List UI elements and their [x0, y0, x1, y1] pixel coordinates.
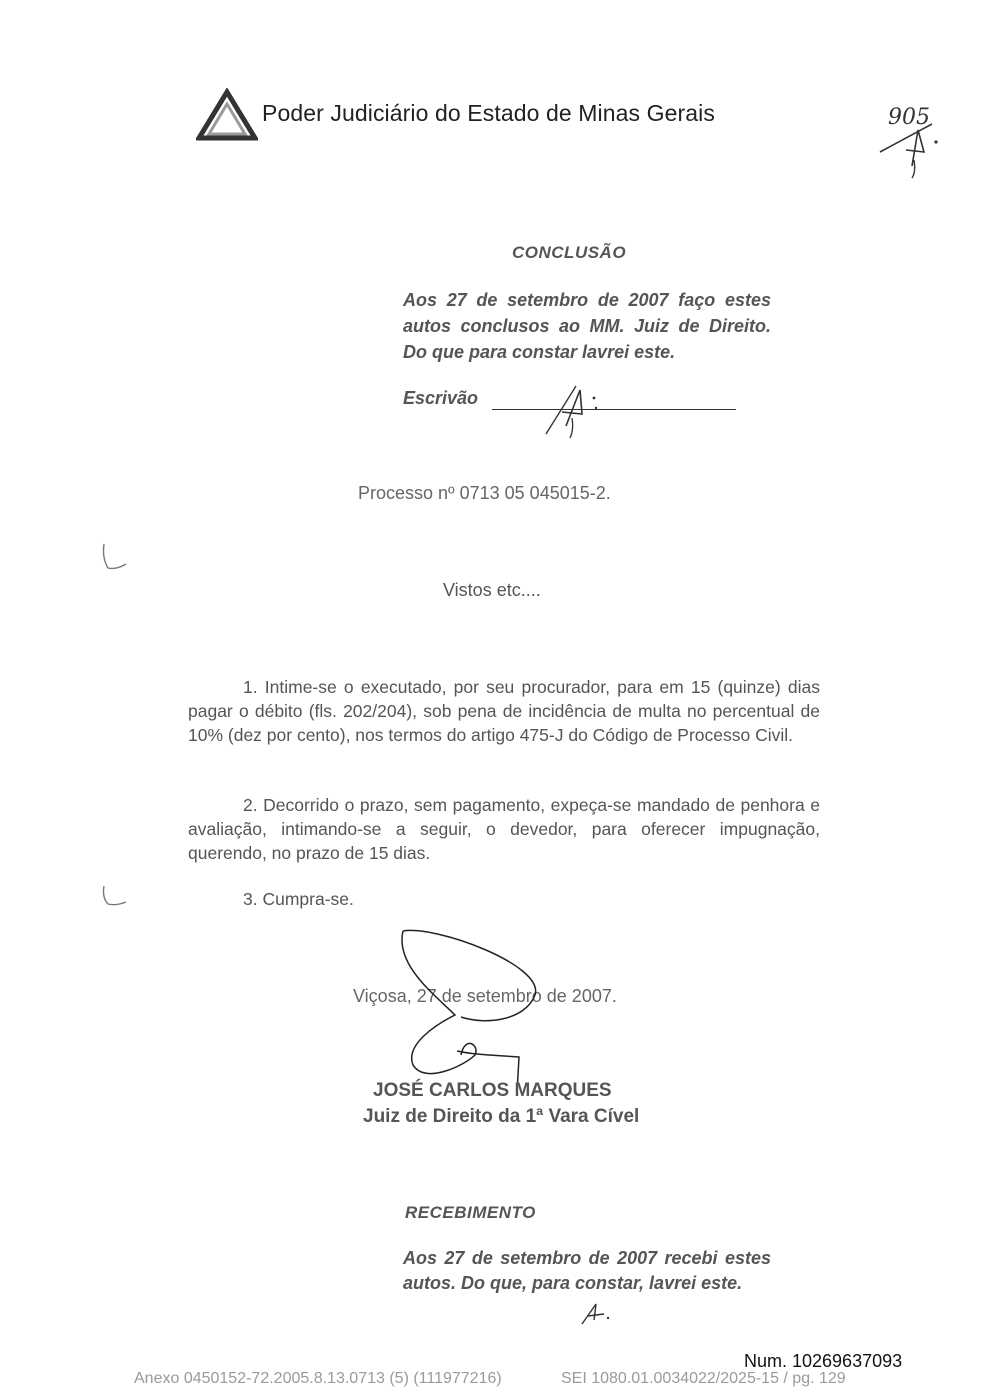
folio-handwritten-number	[872, 94, 952, 180]
footer-annex-reference: Anexo 0450152-72.2005.8.13.0713 (5) (111977216)	[134, 1370, 502, 1387]
svg-text:905: 905	[888, 105, 930, 130]
recebimento-title: RECEBIMENTO	[405, 1203, 536, 1222]
document-number: Num. 10269637093	[744, 1351, 903, 1371]
escrivao-label: Escrivão	[403, 388, 479, 408]
recebimento-body: Aos 27 de setembro de 2007 recebi estes autos. Do que, para constar, lavrei este.	[403, 1248, 771, 1293]
header-title: Poder Judiciário do Estado de Minas Gerais	[262, 100, 715, 126]
judge-name: JOSÉ CARLOS MARQUES	[373, 1080, 612, 1101]
conclusao-body: Aos 27 de setembro de 2007 faço estes autos conclusos ao MM. Juiz de Direito. Do que para constar lavrei este.	[403, 290, 771, 362]
triangle-logo-icon	[196, 88, 258, 142]
paragraph-1: 1. Intime-se o executado, por seu procurador, para em 15 (quinze) dias pagar o débito (fls. 202/204), sob pena de incidência de multa no percentual de 10% (dez por cento), nos termos do artigo 475-J do Código de Processo Civil.	[188, 677, 820, 745]
margin-check-mark	[98, 882, 138, 912]
vistos-heading: Vistos etc....	[443, 580, 541, 600]
paragraph-2: 2. Decorrido o prazo, sem pagamento, expeça-se mandado de penhora e avaliação, intimando-se a seguir, o devedor, para oferecer impugnação, querendo, no prazo de 15 dias.	[188, 795, 820, 863]
escrivao-initials-signature	[536, 368, 616, 440]
judge-handwritten-signature	[395, 925, 555, 1085]
footer-sei-reference: SEI 1080.01.0034022/2025-15 / pg. 129	[561, 1370, 846, 1387]
place-date: Viçosa, 27 de setembro de 2007.	[353, 986, 617, 1006]
margin-check-mark	[98, 540, 138, 576]
judge-role: Juiz de Direito da 1ª Vara Cível	[363, 1106, 640, 1127]
recebimento-initials-signature	[578, 1300, 618, 1326]
paragraph-3: 3. Cumpra-se.	[243, 889, 354, 909]
processo-number: Processo nº 0713 05 045015-2.	[358, 483, 611, 503]
conclusao-title: CONCLUSÃO	[512, 243, 627, 262]
